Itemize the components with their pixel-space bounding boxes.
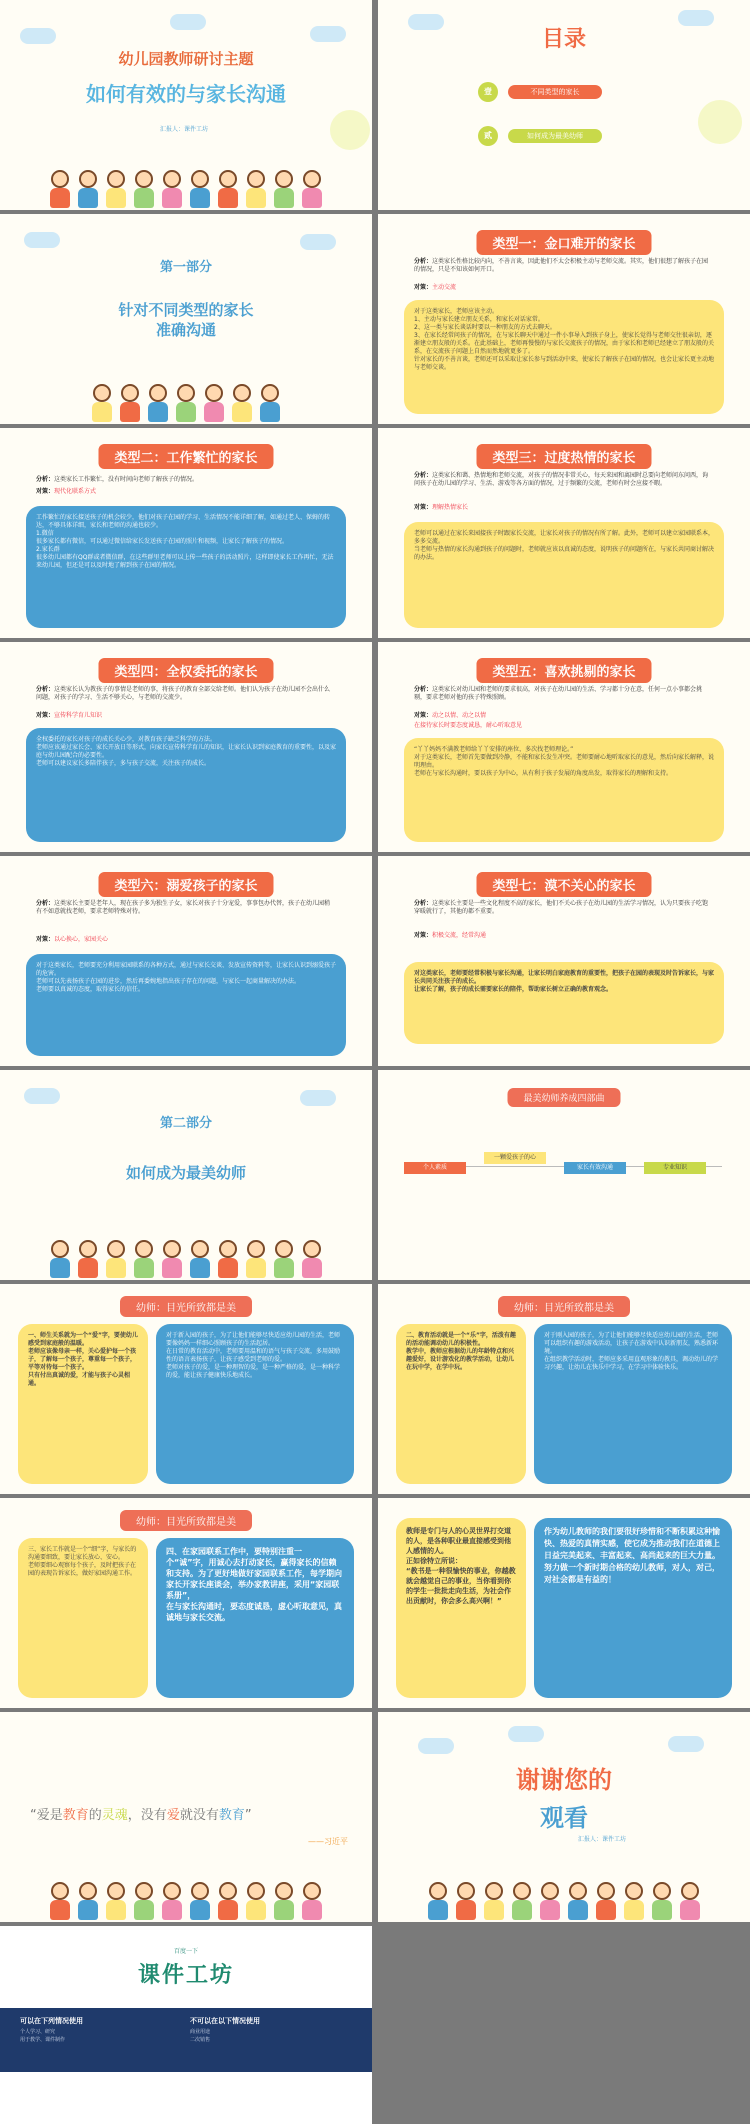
usage-allowed-title: 可以在下列情况使用: [20, 2017, 83, 2025]
kids-illustration: [378, 1876, 750, 1922]
type4-method: 对策：宣传科学育儿知识: [36, 712, 103, 719]
step-1[interactable]: 个人素质: [404, 1162, 466, 1174]
brand-footer: [0, 2008, 372, 2072]
type6-card: 对于这类家长，老师要充分利用家园联系的各种方式，通过与家长交谈、发放宣传资料等，让家长认识到溺爱孩子的危害。 老师可以先表扬孩子在园的进步，然后再委婉地指出孩子存在的问题，与家长一起商量解决的办法。 老师要以真诚的态度，取得家长的信任。: [26, 954, 346, 1056]
slide-type3[interactable]: [378, 428, 750, 638]
beauty2-right-card: 对于刚入园的孩子，为了让他们能够尽快适应幼儿园的生活，老师可以组织有趣的游戏活动，让孩子在游戏中认识新朋友，熟悉新环境。 在组织教学活动时，老师应多采用直观形象的教具，调动幼儿的学习兴趣，让幼儿在快乐中学习，在学习中体验快乐。: [534, 1324, 732, 1484]
slide-type5[interactable]: [378, 642, 750, 852]
type3-analysis: 分析：这类家长和蔼、热情地和老师交流，对孩子的情况非常关心，每天来园和离园时总要向老师问东问西，询问孩子在幼儿园的学习、生活、游戏等各方面的情况，过于频繁的交流，老师有时会应接不暇。: [414, 472, 709, 487]
slide-beauty-2[interactable]: [378, 1284, 750, 1494]
kids-illustration: [0, 164, 372, 210]
slide-part2[interactable]: [0, 1070, 372, 1280]
type3-card: 老师可以通过在家长来园接孩子时跟家长交流，让家长对孩子的情况有所了解。此外，老师可以建立家园联系本，多多交流。 当老师与热情的家长沟通到孩子的问题时，老师就应该以真诚的态度，说明孩子的问题所在，与家长共同商讨解决的办法。: [404, 522, 724, 628]
beauty1-right-card: 对于新入园的孩子，为了让他们能够尽快适应幼儿园的生活，老师要像妈妈一样细心照顾孩子的生活起居。 在日常的教育活动中，老师要用温和的语气与孩子交流，多用鼓励性的语言表扬孩子，让孩子感受到老师的爱。 老师对孩子的爱，是一种理智的爱，是一种严格的爱，是一种科学的爱，能让孩子健康快乐地成长。: [156, 1324, 354, 1484]
part1-label: 第一部分: [159, 260, 212, 275]
type7-card: 对这类家长，老师要经常积极与家长沟通，让家长明白家庭教育的重要性，把孩子在园的表现及时告诉家长，与家长共同关注孩子的成长。 让家长了解，孩子的成长需要家长的陪伴，帮助家长树立正确的教育观念。: [404, 962, 724, 1044]
contents-title: 目录: [541, 27, 586, 52]
type1-tag: 类型一：金口难开的家长: [476, 230, 651, 255]
usage-forbidden-2: 二次销售: [190, 2037, 211, 2043]
brand-logo: 课件工坊: [137, 1963, 234, 1988]
type7-tag: 类型七：漠不关心的家长: [476, 872, 651, 897]
beauty3-tag: 幼师：目光所致都是美: [120, 1510, 252, 1531]
type4-analysis: 分析：这类家长认为教孩子的事情是老师的事，将孩子的教育全部交给老师。他们认为孩子在幼儿园不会出什么问题，对孩子的学习、生活不够关心，与老师的交流少。: [36, 686, 331, 701]
type5-card: “丫丫妈妈不满教老师给丫丫安排的座位，多次找老师理论。” 对于这类家长，老师首先要做到冷静，不能和家长发生冲突。老师要耐心地听取家长的意见，然后向家长解释，说明理由。 老师在与家长沟通时，要以孩子为中心，从有利于孩子发展的角度出发，取得家长的理解和支持。: [404, 738, 724, 842]
cover-presenter: 汇报人：课件工坊: [160, 126, 209, 133]
thanks-presenter: 汇报人：课件工坊: [578, 1836, 627, 1843]
kids-illustration: [0, 1876, 372, 1922]
slide-thanks[interactable]: [378, 1712, 750, 1922]
type7-method: 对策：积极交流，经常沟通: [414, 932, 487, 939]
contents-num-1: 壹: [478, 82, 498, 102]
type3-tag: 类型三：过度热情的家长: [476, 444, 651, 469]
beauty1-tag: 幼师：目光所致都是美: [120, 1296, 252, 1317]
slide-type6[interactable]: [0, 856, 372, 1066]
contents-item-1[interactable]: 不同类型的家长: [508, 85, 602, 99]
beauty3-left-card: 三、家长工作就是一个“细”字，与家长的沟通要细致，要让家长放心、安心。 老师要细心观察每个孩子，及时把孩子在园的表现告诉家长，做好家园沟通工作。: [18, 1538, 148, 1698]
thanks-line1: 谢谢您的: [516, 1766, 612, 1794]
type5-method: 对策：动之以情、动之以情: [414, 712, 487, 719]
usage-forbidden-title: 不可以在以下情况使用: [190, 2017, 260, 2025]
slide-beauty-3[interactable]: [0, 1498, 372, 1708]
love-quote: “爱是教育的灵魂，没有爱就没有教育”: [30, 1808, 252, 1823]
beauty1-left-card: 一、师生关系就为一个“爱”字，要使幼儿感受到家庭般的温暖。 老师应该像母亲一样，关心爱护每一个孩子，了解每一个孩子，尊重每一个孩子，平等对待每一个孩子。 只有付出真诚的爱，才能与孩子心灵相通。: [18, 1324, 148, 1484]
slide-contents[interactable]: [378, 0, 750, 210]
cover-title2: 如何有效的与家长沟通: [86, 82, 286, 106]
type3-method: 对策：理解热情家长: [414, 504, 469, 511]
type2-method: 对策：现代化联系方式: [36, 488, 97, 495]
type5-analysis: 分析：这类家长对幼儿园和老师的要求很高，对孩子在幼儿园的生活、学习都十分在意，任何一点小事都会挑剔，要求老师对他的孩子特殊照顾。: [414, 686, 703, 701]
type6-analysis: 分析：这类家长主要是老年人，现在孩子多为独生子女，家长对孩子十分宠爱，事事包办代替，孩子在幼儿园稍有不如意就找老师，要求老师特殊对待。: [36, 900, 331, 915]
type1-method: 对策：主动交流: [414, 284, 457, 291]
beauty2-left-card: 二、教育活动就是一个“乐”字，活泼有趣的活动能调动幼儿的积极性。 教学中，教师应根据幼儿的年龄特点和兴趣爱好，设计游戏化的教学活动，让幼儿在玩中学，在学中玩。: [396, 1324, 526, 1484]
usage-forbidden-1: 商业用途: [190, 2029, 211, 2035]
beauty3-right-card: 四、在家园联系工作中，要特别注重一个“诚”字，用诚心去打动家长，赢得家长的信赖和支持。为了更好地做好家园联系工作，每学期向家长开家长座谈会，举办家教讲座，采用“家园联系册”， 在与家长沟通时，要态度诚恳，虚心听取意见，真诚地与家长交流。: [156, 1538, 354, 1698]
type1-card: 对于这类家长，老师应该主动。 1、主动与家长建立朋友关系，和家长对话家常。 2、这一类与家长谈话时要以一种朋友的方式去聊天。 3、在家长经常问孩子的情况，在与家长聊天中通过一件小事导入到孩子身上，使家长觉得与老师交往很亲切，逐渐建立朋友般的关系。在此基础上，老师再慢慢的与家长交流孩子的情况，由于家长和老师已经建立了朋友般的关系，在交流孩子问题上自然而然地就更多了。 针对家长的不善言谈，老师还可以采取让家长参与到活动中来，使家长了解孩子在园的情况，也会让家长更主动地与老师交谈。: [404, 300, 724, 414]
slide-cover[interactable]: [0, 0, 372, 210]
kids-illustration: [0, 378, 372, 424]
type4-card: 全权委托的家长对孩子的成长关心少，对教育孩子缺乏科学的方法。 老师应该通过家长会、家长开放日等形式，向家长宣传科学育儿的知识，让家长认识到家庭教育的重要性，以及家庭与幼儿园配合的必要性。 老师可以建议家长多陪伴孩子，多与孩子交流，关注孩子的成长。: [26, 728, 346, 842]
slide-type1[interactable]: [378, 214, 750, 424]
slide-love-quote[interactable]: [0, 1712, 372, 1922]
part2-label: 第二部分: [159, 1116, 212, 1131]
slide-brand[interactable]: [0, 1926, 372, 2124]
slide-quote-teacher[interactable]: [378, 1498, 750, 1708]
type1-analysis: 分析：这类家长性格比较内向，不善言谈，因此他们不太会积极主动与老师交流。其实，他们很想了解孩子在园的情况，只是不知该如何开口。: [414, 258, 709, 273]
type6-method: 对策：以心换心，家园关心: [36, 936, 109, 943]
slide-beauty-1[interactable]: [0, 1284, 372, 1494]
type7-analysis: 分析：这类家长主要是一些文化程度不高的家长，他们不关心孩子在幼儿园的生活学习情况，认为只要孩子吃饱穿暖就行了，其他的都不重要。: [414, 900, 709, 915]
usage-allowed-2: 用于教学、课件制作: [20, 2037, 66, 2043]
cover-title1: 幼儿园教师研讨主题: [118, 50, 254, 68]
part1-title: 针对不同类型的家长 准确沟通: [118, 301, 254, 339]
teacher-right-card: 作为幼儿教师的我们要很好珍惜和不断积累这种愉快、热爱的真情实感，使它成为推动我们在道德上日益完美起来、丰富起来、高尚起来的巨大力量。 努力做一个新时期合格的幼儿教师，对人，对己，对社会都是有益的！: [534, 1518, 732, 1698]
brand-top: 百度一下: [173, 1948, 198, 1955]
teacher-left-card: 教师是专门与人的心灵世界打交道的人，是各种职业最直接感受到他人感情的人。 正如徐特立所说： “教书是一种很愉快的事业，你越教就会越觉自己的事业，当你看到你的学生一批批走向生活，为社会作出贡献时，你会多么高兴啊！”: [396, 1518, 526, 1698]
thanks-line2: 观看: [540, 1804, 588, 1832]
usage-allowed-1: 个人学习、研究: [20, 2029, 56, 2035]
steps-banner: 最美幼师养成四部曲: [507, 1088, 620, 1107]
slide-part1[interactable]: [0, 214, 372, 424]
slide-four-steps[interactable]: [378, 1070, 750, 1280]
quote-author: ——习近平: [308, 1837, 348, 1846]
slide-type7[interactable]: [378, 856, 750, 1066]
kids-illustration: [0, 1234, 372, 1280]
type2-analysis: 分析：这类家长工作繁忙，没有时间向老师了解孩子的情况。: [36, 476, 199, 483]
type2-card: 工作繁忙的家长接送孩子的机会较少，他们对孩子在园的学习、生活情况不能详细了解，如通过老人、保姆的转达，不够具体详细，家长和老师的沟通也较少。 1.微信 很多家长都有微信，可以通过微信给家长发送孩子在园的照片和视频，让家长了解孩子的情况。 2.家长群 很多幼儿园都有QQ群或者微信群，在这些群里老师可以上传一些孩子的活动照片，这样即使家长工作再忙，无法来幼儿园，但还是可以及时地了解到孩子在园的情况。: [26, 506, 346, 628]
step-4[interactable]: 专业知识: [644, 1162, 706, 1174]
part2-title: 如何成为最美幼师: [125, 1164, 246, 1182]
type5-tag: 类型五：喜欢挑剔的家长: [476, 658, 651, 683]
contents-item-2[interactable]: 如何成为最美幼师: [508, 129, 602, 143]
type4-tag: 类型四：全权委托的家长: [98, 658, 273, 683]
slide-type2[interactable]: [0, 428, 372, 638]
type5-method2: 在接待家长时要态度诚恳，耐心听取意见: [414, 722, 523, 729]
slide-type4[interactable]: [0, 642, 372, 852]
type2-tag: 类型二：工作繁忙的家长: [98, 444, 273, 469]
beauty2-tag: 幼师：目光所致都是美: [498, 1296, 630, 1317]
contents-num-2: 贰: [478, 126, 498, 146]
type6-tag: 类型六：溺爱孩子的家长: [98, 872, 273, 897]
step-2[interactable]: 一颗爱孩子的心: [484, 1152, 546, 1164]
step-3[interactable]: 家长有效沟通: [564, 1162, 626, 1174]
